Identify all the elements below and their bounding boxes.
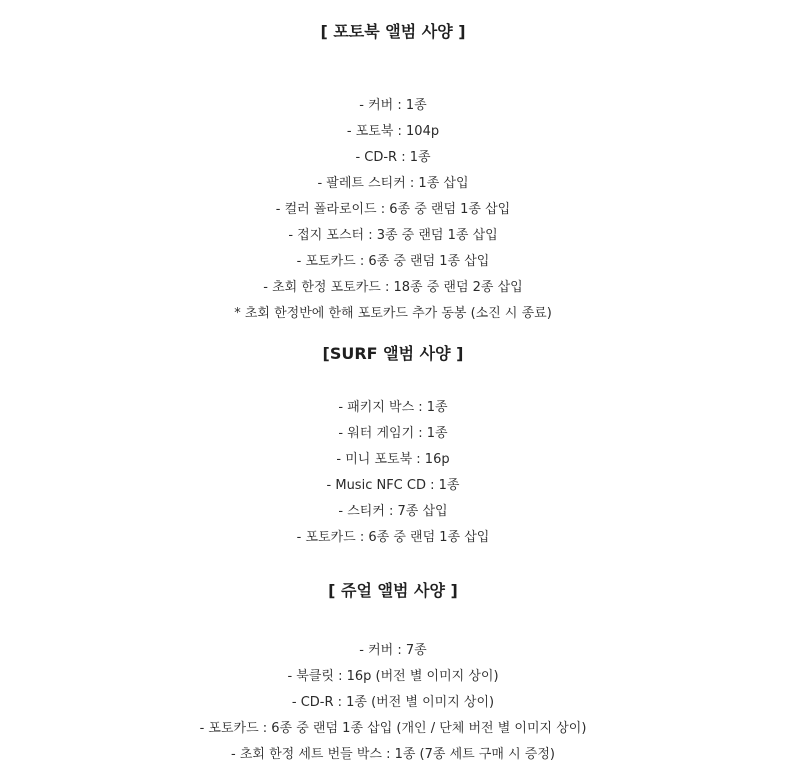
spec-item: - 컬러 폴라로이드 : 6종 중 랜덤 1종 삽입 <box>275 202 511 217</box>
spec-item: - 패키지 박스 : 1종 <box>338 400 448 415</box>
spec-item: - Music NFC CD : 1종 <box>326 478 460 493</box>
spec-item: - 팔레트 스티커 : 1종 삽입 <box>317 176 469 191</box>
surf-album-spec-section <box>0 343 786 551</box>
jewel-album-spec-list <box>0 638 786 768</box>
spec-item: - 초회 한정 세트 번들 박스 : 1종 (7종 세트 구매 시 증정) <box>231 747 555 762</box>
surf-album-spec-title: [SURF 앨범 사양 ] <box>322 344 464 363</box>
spec-note: * 초회 한정반에 한해 포토카드 추가 동봉 (소진 시 종료) <box>234 306 552 321</box>
spec-item: - 워터 게임기 : 1종 <box>338 426 448 441</box>
spec-item: - CD-R : 1종 <box>355 150 431 165</box>
spec-item: - 포토카드 : 6종 중 랜덤 1종 삽입 <box>296 254 490 269</box>
spec-item: - 포토북 : 104p <box>346 124 440 139</box>
spec-item: - 커버 : 7종 <box>359 643 427 658</box>
spec-item: - 스티커 : 7종 삽입 <box>338 504 448 519</box>
photobook-album-spec-section <box>0 21 786 327</box>
spec-item: - 포토카드 : 6종 중 랜덤 1종 삽입 <box>296 530 490 545</box>
jewel-album-spec-section <box>0 580 786 768</box>
surf-album-spec-list <box>0 395 786 551</box>
spec-item: - 접지 포스터 : 3종 중 랜덤 1종 삽입 <box>288 228 498 243</box>
spec-item: - CD-R : 1종 (버전 별 이미지 상이) <box>291 695 495 710</box>
spec-item: - 초회 한정 포토카드 : 18종 중 랜덤 2종 삽입 <box>263 280 523 295</box>
jewel-album-spec-title: [ 쥬얼 앨범 사양 ] <box>328 581 458 600</box>
photobook-album-spec-list <box>0 93 786 327</box>
spec-item: - 커버 : 1종 <box>359 98 427 113</box>
spec-item: - 포토카드 : 6종 중 랜덤 1종 삽입 (개인 / 단체 버전 별 이미지 상이) <box>199 721 587 736</box>
photobook-album-spec-title: [ 포토북 앨범 사양 ] <box>320 22 466 41</box>
spec-item: - 미니 포토북 : 16p <box>336 452 450 467</box>
spec-item: - 북클릿 : 16p (버전 별 이미지 상이) <box>287 669 499 684</box>
